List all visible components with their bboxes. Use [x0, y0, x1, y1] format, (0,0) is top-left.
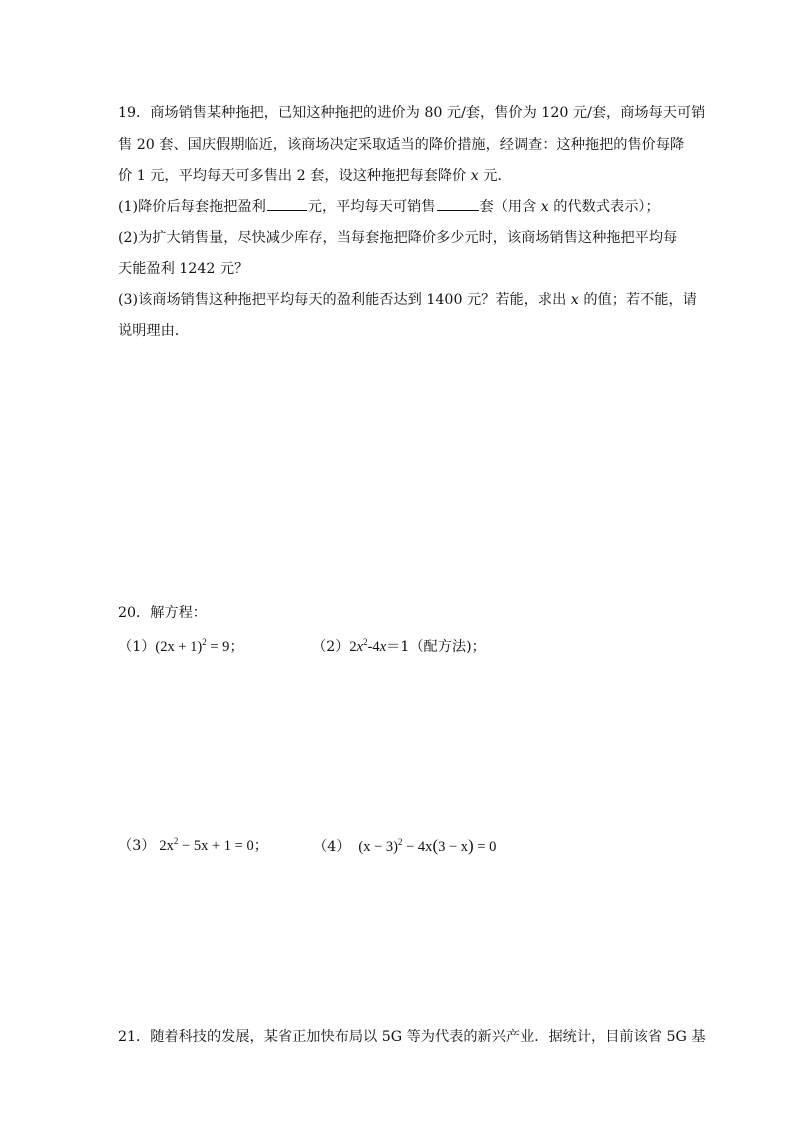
variable-x: x — [356, 639, 364, 655]
eq-term: (2x + 1) — [155, 639, 203, 655]
variable-x: x — [540, 199, 549, 215]
q20-title-text: 20．解方程： — [118, 605, 207, 621]
q20-part3-equation — [159, 838, 253, 854]
exponent: 2 — [202, 637, 207, 647]
q19-line3 — [118, 166, 512, 186]
eq-term: 2x — [159, 838, 174, 854]
q20-part3-end: ； — [253, 838, 268, 854]
q19-line2 — [118, 135, 684, 155]
q20-part3 — [118, 836, 268, 856]
q19-stem-text: 19．商场销售某种拖把，已知这种拖把的进价为 80 元/套，售价为 120 元/套，商场每天可销 — [118, 105, 706, 121]
eq-term: − 4x — [402, 839, 433, 855]
variable-x: x — [570, 292, 579, 308]
eq-term: (x − 3) — [358, 839, 398, 855]
eq-term: -4 — [367, 639, 380, 655]
q19-part1-text-d: 的代数式表示）； — [548, 199, 660, 215]
answer-blank-sales[interactable] — [437, 196, 479, 211]
q20-part1-label: （1） — [118, 639, 156, 655]
q20-part4-label: （4） — [313, 839, 351, 855]
q19-part2-text-2: 天能盈利 1242 元？ — [118, 261, 249, 277]
q20-part4-equation — [358, 836, 497, 855]
q19-stem-text-3: 价 1 元，平均每天可多售出 2 套，设这种拖把每套降价 — [118, 168, 471, 184]
answer-blank-profit[interactable] — [267, 196, 307, 211]
right-paren: ) — [468, 836, 474, 855]
variable-x: x — [379, 639, 387, 655]
exponent: 2 — [398, 837, 403, 847]
q19-part3-line1 — [118, 290, 697, 310]
q20-part2 — [312, 637, 486, 657]
q20-part1 — [118, 637, 244, 657]
q21-stem-text: 21．随着科技的发展，某省正加快布局以 5G 等为代表的新兴产业．据统计，目前该省 5G 基 — [118, 1029, 706, 1045]
q20-part1-end: ； — [229, 639, 244, 655]
q19-part3-text-2: 说明理由． — [118, 323, 189, 339]
q19-part1-text-b: 元，平均每天可销售 — [307, 199, 436, 215]
q20-part2-end: ＝1（配方法)； — [386, 639, 486, 655]
q19-line1 — [118, 103, 705, 123]
q19-part1-text-a: (1)降价后每套拖把盈利 — [118, 199, 266, 215]
eq-term: = 0 — [473, 839, 497, 855]
q19-part2-text: (2)为扩大销售量，尽快减少库存，当每套拖把降价多少元时，该商场销售这种拖把平均每 — [118, 230, 678, 246]
q21-line1 — [118, 1027, 706, 1047]
variable-x: x — [470, 168, 479, 184]
q19-part1-text-c: 套（用含 — [479, 199, 541, 215]
q19-part2-line2 — [118, 259, 248, 279]
exponent: 2 — [173, 836, 179, 846]
eq-term: 3 − x — [438, 839, 469, 855]
q19-part2-line1 — [118, 228, 677, 248]
q20-part1-equation — [155, 639, 229, 655]
q19-part3-text-b: 的值；若不能，请 — [578, 292, 697, 308]
q19-stem-text-3-end: 元． — [478, 168, 512, 184]
q20-title — [118, 603, 207, 623]
q19-part3-line2 — [118, 321, 189, 341]
eq-term: 2 — [349, 639, 357, 655]
eq-term: = 9 — [206, 639, 230, 655]
left-paren: ( — [432, 836, 439, 855]
q20-part2-equation — [349, 639, 386, 655]
q20-part3-label: （3） — [118, 838, 156, 854]
q19-part1 — [118, 196, 660, 217]
q20-part4 — [313, 836, 496, 857]
q20-part2-label: （2） — [312, 639, 350, 655]
eq-term: − 5x + 1 = 0 — [178, 838, 254, 854]
exponent: 2 — [363, 637, 368, 647]
q19-part3-text-a: (3)该商场销售这种拖把平均每天的盈利能否达到 1400 元？若能，求出 — [118, 292, 571, 308]
q19-stem-text-2: 售 20 套、国庆假期临近，该商场决定采取适当的降价措施，经调查：这种拖把的售价每降 — [118, 137, 685, 153]
